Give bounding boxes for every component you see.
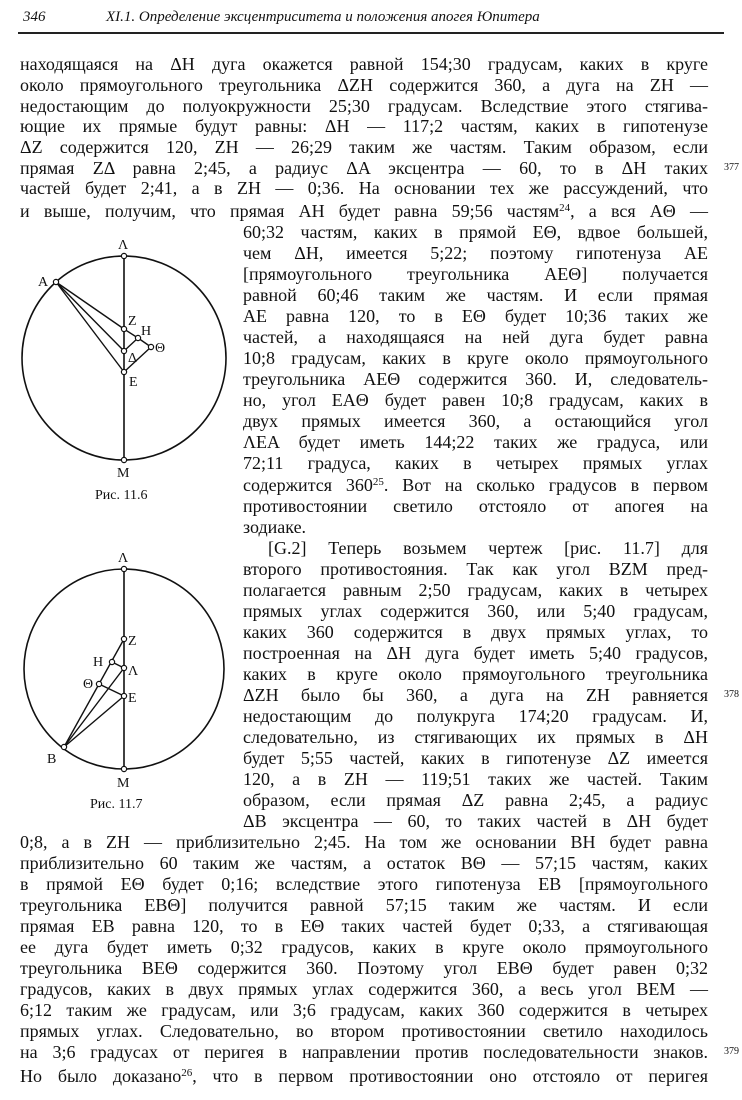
label-M: M [117, 776, 130, 791]
text-segment: . Вот на сколько градусов в первом [383, 475, 708, 495]
text-line: треугольника EBΘ] получится равной 57;15 таким же частям. И если [20, 895, 708, 915]
running-title: XI.1. Определение эксцентриситета и положения апогея Юпитера [106, 9, 540, 25]
text-line: треугольника AEΘ содержится 360. И, следователь- [243, 369, 708, 389]
text-line: второго противостояния. Так как угол BZM пред- [243, 559, 708, 579]
text-line: каких в круге около прямоугольного треугольника [243, 664, 708, 684]
line-EB [64, 696, 124, 747]
text-line: около прямоугольного треугольника ΔZH содержится 360, а дуга на ZH — [20, 75, 708, 95]
label-H: H [93, 655, 104, 670]
text-line: чем ΔH, имеется 5;22; поэтому гипотенуза AE [243, 243, 708, 263]
text-line: частей будет 2;41, а в ZH — 0;36. На основании тех же рассуждений, что [20, 178, 708, 198]
text-line: 0;8, а в ZH — приблизительно 2;45. На том же основании BH будет равна [20, 832, 708, 852]
text-line [20, 1066, 708, 1086]
label-delta: Λ [128, 664, 139, 679]
text-line: приблизительно 60 таким же частям, а остаток BΘ — 57;15 частям, каких [20, 853, 708, 873]
text-line: недостающим до полуокружности 25;30 градусам. Вследствие этого стягива- [20, 96, 708, 116]
text-line: треугольника BEΘ содержится 360. Поэтому угол EBΘ будет равен 0;32 [20, 958, 708, 978]
label-B: B [47, 752, 57, 767]
page-number: 346 [23, 9, 46, 25]
text-line: 120, а в ZH — 119;51 таких же частей. Таким [243, 769, 708, 789]
figure-caption: Рис. 11.7 [90, 797, 143, 812]
point-theta [96, 681, 101, 686]
text-line: [прямоугольного треугольника AEΘ] получается [243, 264, 708, 284]
point-E [121, 693, 126, 698]
point-A [53, 279, 58, 284]
text-line: ΔZH было бы 360, а дуга на ZH равняется [243, 685, 708, 705]
margin-number: 377 [724, 162, 739, 173]
figure-caption: Рис. 11.6 [95, 488, 148, 503]
text-line: зодиаке. [243, 517, 307, 537]
line-ThetaE [99, 684, 124, 696]
text-line: прямая EB равна 120, то в EΘ таких частей будет 0;33, а стягивающая [20, 916, 708, 936]
point-E [121, 369, 126, 374]
text-line: градусов, каких в двух прямых углах содержится 360, а весь угол BEM — [20, 979, 708, 999]
text-line: каких 360 содержится в двух прямых углах, то [243, 622, 708, 642]
text-line: двух прямых имеется 360, а остающийся угол [243, 411, 708, 431]
text-segment: Но было доказано [20, 1066, 182, 1086]
margin-number: 379 [724, 1046, 739, 1057]
text-line: находящаяся на ΔH дуга окажется равной 154;30 градусам, каких в круге [20, 54, 708, 74]
point-Z [121, 326, 126, 331]
text-line: противостоянии светило отстояло от апогея на [243, 496, 708, 516]
text-line [20, 201, 708, 221]
text-line: следовательно, из стягивающих их прямых в ΔH [243, 727, 708, 747]
line-AD [56, 282, 124, 351]
point-theta [148, 344, 153, 349]
label-theta: Θ [155, 341, 166, 356]
text-line: на 3;6 градусах от перигея в направлении против последовательности знаков. [20, 1042, 708, 1062]
text-line: построенная на ΔH дуга будет иметь 5;40 градусов, [243, 643, 708, 663]
footnote-ref: 26 [181, 1067, 193, 1079]
label-delta: Δ [128, 351, 138, 366]
text-line: 72;11 градуса, каких в четырех прямых углах [243, 453, 708, 473]
text-line: полагается равным 2;50 градусам, каких в четырех [243, 580, 708, 600]
point-H [109, 659, 114, 664]
label-Z: Z [128, 314, 137, 329]
line-DB [64, 668, 124, 747]
label-M: M [117, 466, 130, 480]
point-M [121, 766, 126, 771]
text-line [243, 475, 708, 495]
text-line: прямая ZΔ равна 2;45, а радиус ΔA эксцентра — 60, то в ΔH таких [20, 158, 708, 178]
margin-number: 378 [724, 689, 739, 700]
label-E: E [129, 375, 138, 390]
text-line: ющие их прямые будут равны: ΔH — 117;2 частям, каких в гипотенузе [20, 116, 708, 136]
text-line: в прямой EΘ будет 0;16; вследствие этого гипотенуза EB [прямоугольного [20, 874, 708, 894]
point-lambda [121, 253, 126, 258]
text-line: [G.2] Теперь возьмем чертеж [рис. 11.7] для [268, 538, 708, 558]
text-segment: и выше, получим, что прямая AH будет равна 59;56 частям [20, 201, 560, 221]
footnote-ref: 24 [559, 202, 571, 214]
header-rule [18, 32, 724, 34]
point-delta [121, 665, 126, 670]
text-line: будет 5;55 частей, каких в гипотенузе ΔZ имеется [243, 748, 708, 768]
text-line: ΛEA будет иметь 144;22 таких же градуса, или [243, 432, 708, 452]
point-H [135, 335, 140, 340]
label-lambda: Λ [118, 238, 129, 253]
label-E: E [128, 691, 137, 706]
label-lambda: Λ [118, 551, 129, 566]
point-Z [121, 636, 126, 641]
line-AZ [56, 282, 124, 329]
text-line: равной 60;46 таким же частям. И если прямая [243, 285, 708, 305]
text-line: ΔZ содержится 120, ZH — 26;29 таким же частям. Таким образом, если [20, 137, 708, 157]
text-line: 60;32 частям, каких в прямой EΘ, вдвое большей, [243, 222, 708, 242]
text-line: 6;12 таким же градусам, или 3;6 градусам, каких 360 содержится в четырех [20, 1000, 708, 1020]
point-delta [121, 348, 126, 353]
text-line: недостающим до полукруга 174;20 градусам. И, [243, 706, 708, 726]
label-A: A [38, 275, 49, 290]
label-Z: Z [128, 634, 137, 649]
text-line: ΔB эксцентра — 60, то таких частей в ΔH будет [243, 811, 708, 831]
text-line: но, угол EAΘ будет равен 10;8 градусам, каких в [243, 390, 708, 410]
text-line: ее дуга будет иметь 0;32 градусов, каких в круге около прямоугольного [20, 937, 708, 957]
text-line: 10;8 градусам, каких в круге около прямоугольного [243, 348, 708, 368]
label-H: H [141, 324, 152, 339]
text-segment: , а вся AΘ — [570, 201, 708, 221]
text-line: прямых углах содержится 360, или 5;40 градусам, [243, 601, 708, 621]
point-lambda [121, 566, 126, 571]
figure-11-6 [0, 230, 240, 480]
text-segment: , что в первом противостоянии оно отстояло от перигея [192, 1066, 708, 1086]
text-line: прямых углах. Следовательно, во втором противостоянии светило находилось [20, 1021, 708, 1041]
figure-11-7 [0, 545, 240, 795]
text-line: AE равна 120, то в EΘ будет 10;36 таких же [243, 306, 708, 326]
text-line: образом, если прямая ΔZ равна 2;45, а радиус [243, 790, 708, 810]
line-AE [56, 282, 124, 372]
point-M [121, 457, 126, 462]
text-segment: содержится 360 [243, 475, 373, 495]
point-B [61, 744, 66, 749]
text-line: частей, а находящаяся на ней дуга будет равна [243, 327, 708, 347]
label-theta: Θ [83, 677, 94, 692]
footnote-ref: 25 [372, 476, 384, 488]
